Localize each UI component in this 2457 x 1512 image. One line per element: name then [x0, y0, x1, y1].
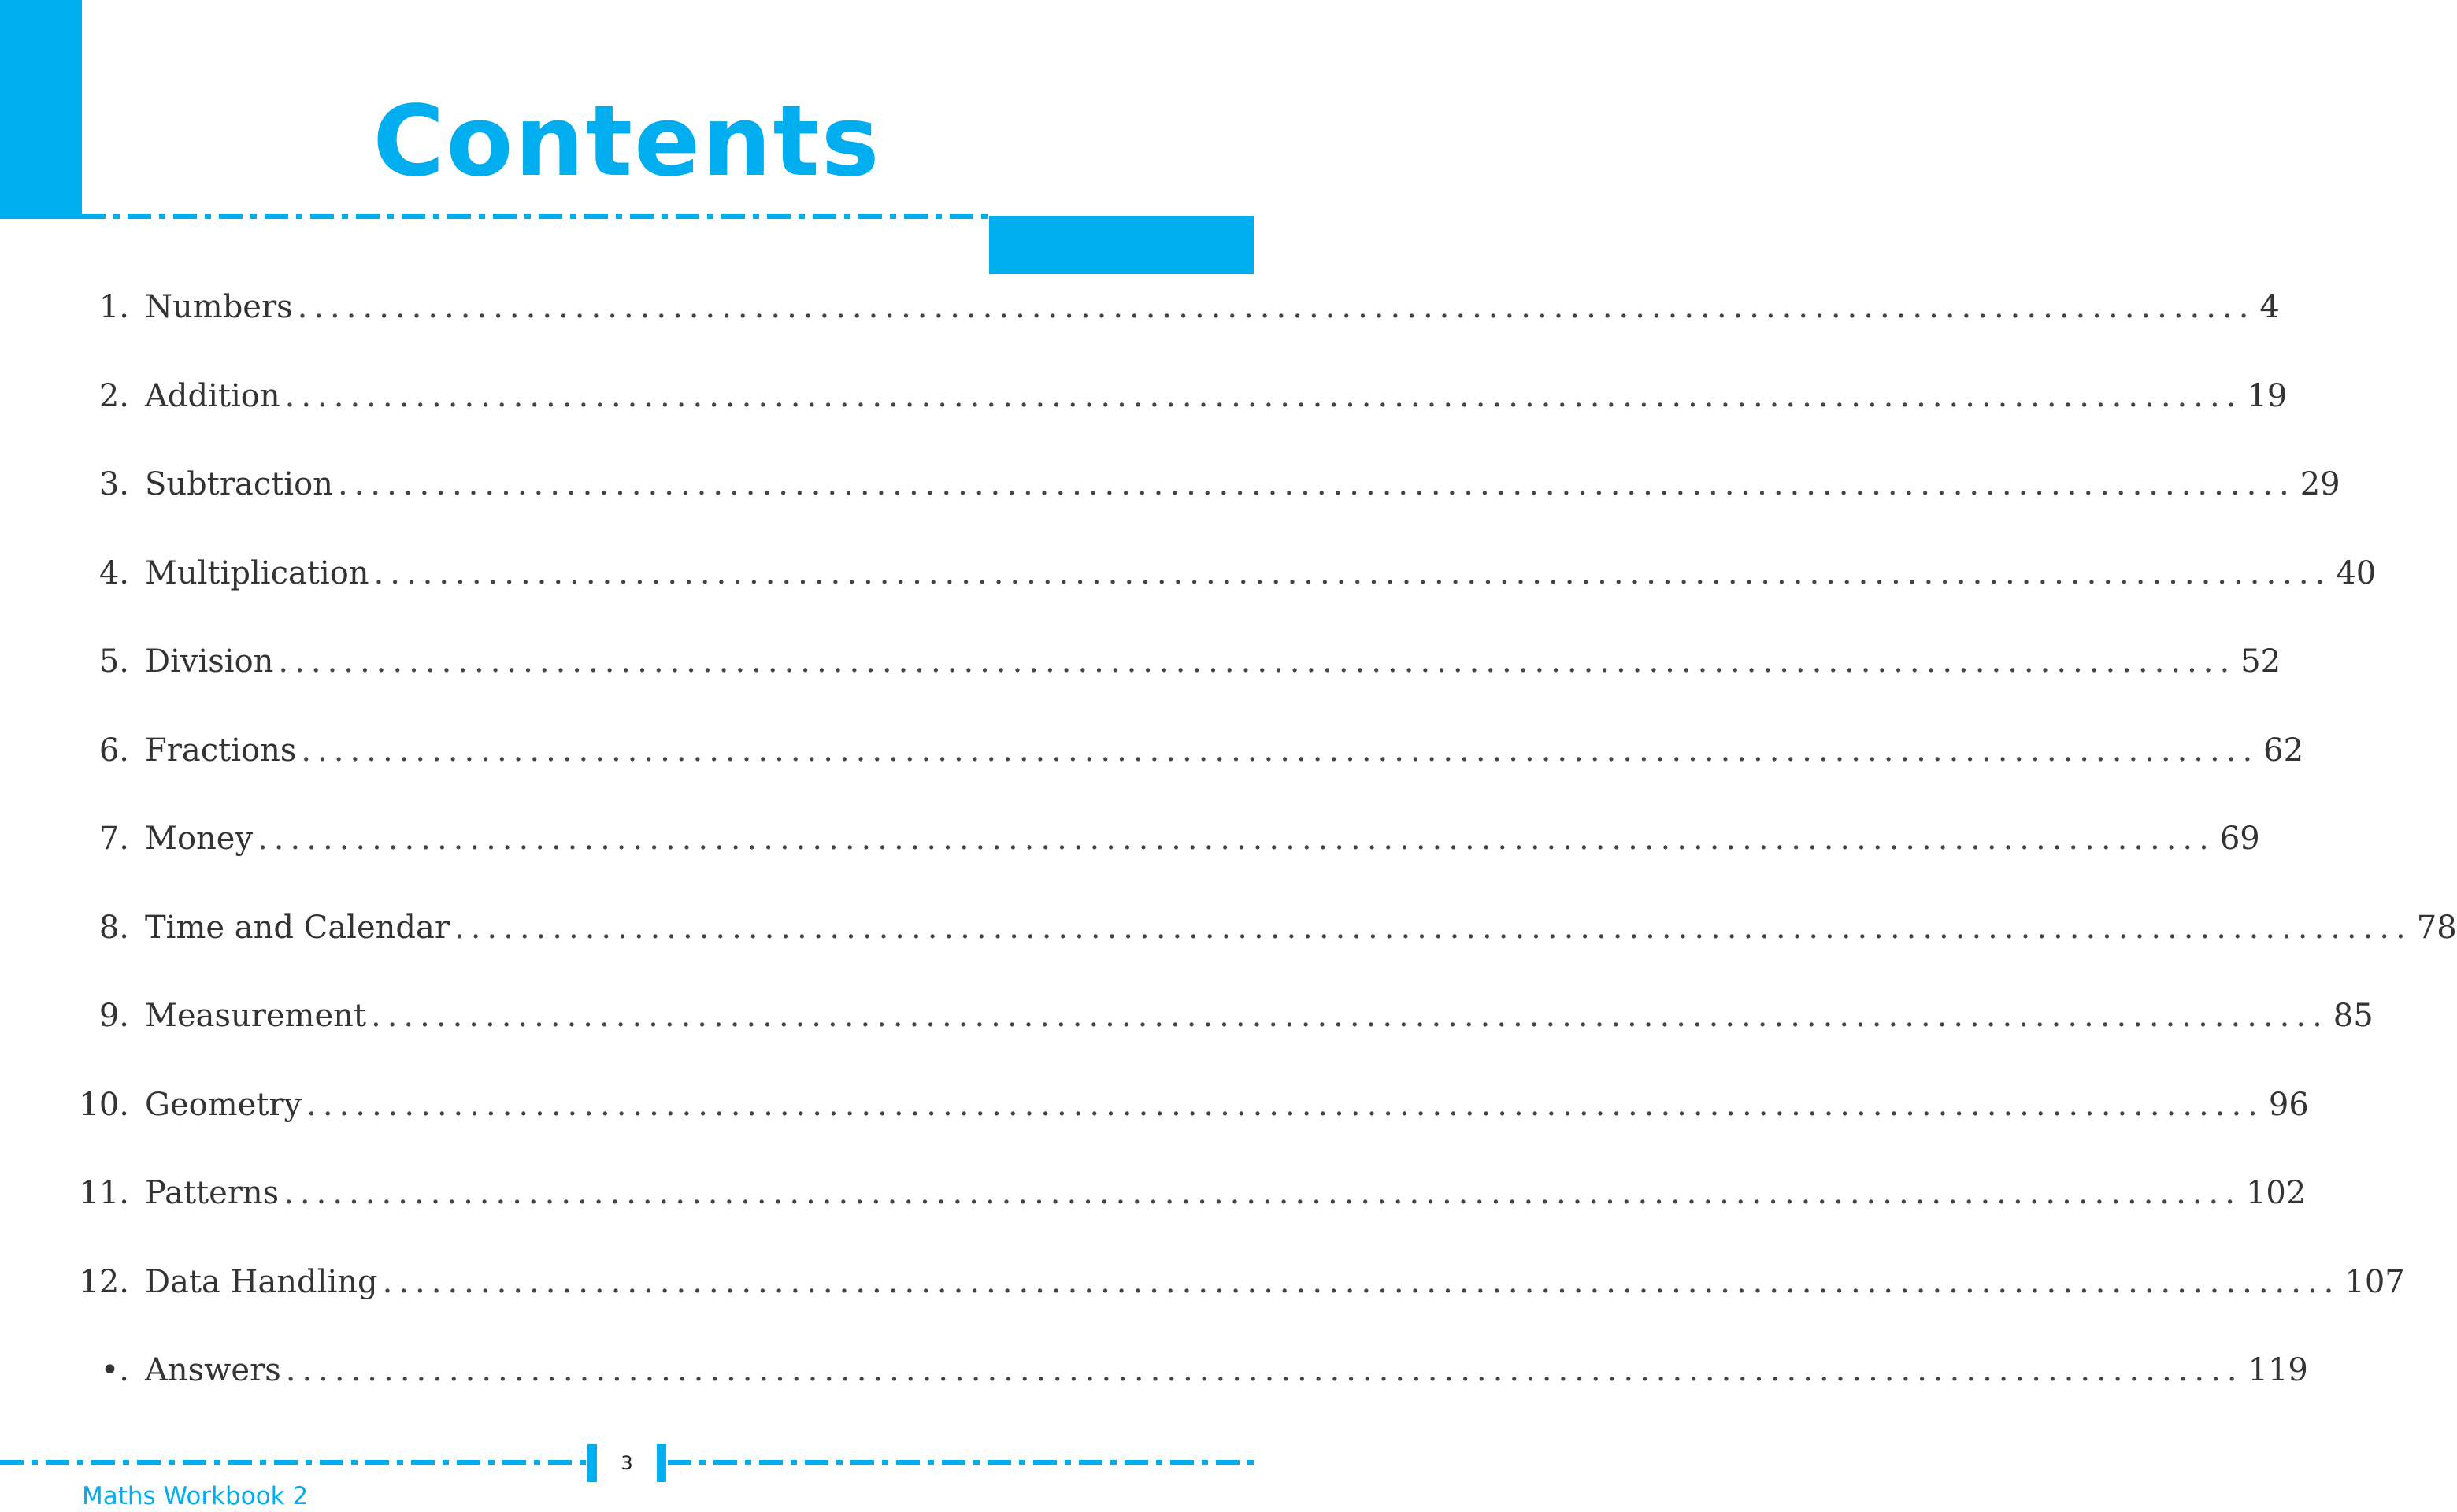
page-number-bracket-right: [657, 1444, 666, 1482]
toc-dot-leader: ........................................................................................................................: [284, 377, 2243, 414]
toc-dot-leader: ........................................................................................................................: [306, 1086, 2264, 1123]
toc-entry-label: Numbers: [145, 289, 293, 325]
toc-entry: [0, 1162, 2307, 1225]
toc-entry-number: 4.: [98, 554, 129, 591]
toc-entry-label: Answers: [145, 1352, 281, 1388]
toc-entry: [0, 719, 2304, 782]
toc-entry-line: [145, 719, 2304, 782]
toc-dot-leader: ........................................................................................................................: [284, 1175, 2241, 1211]
toc-entry-label: Geometry: [145, 1086, 302, 1123]
toc-dot-leader: ........................................................................................................................: [278, 643, 2236, 680]
toc-entry-page: 96: [2268, 1086, 2309, 1123]
toc-entry-label: Patterns: [145, 1175, 280, 1211]
toc-entry-line: [145, 1251, 2405, 1314]
page-title: Contents: [372, 85, 881, 198]
toc-entry-page: 19: [2247, 377, 2288, 414]
toc-entry: [0, 630, 2281, 693]
toc-dot-leader: ........................................................................................................................: [454, 909, 2412, 946]
toc-entry-line: [145, 630, 2281, 693]
toc-entry-number: •.: [100, 1352, 129, 1388]
toc-entry-label: Money: [145, 821, 254, 857]
footer-dash-divider-left: [0, 1458, 586, 1466]
toc-entry-label: Multiplication: [145, 554, 369, 591]
toc-entry-number: 5.: [98, 643, 129, 680]
page-number-bracket-left: [587, 1444, 597, 1482]
toc-dot-leader: ........................................................................................................................: [337, 466, 2296, 502]
toc-entry: [0, 453, 2340, 516]
top-right-accent-bar: [989, 216, 1254, 274]
toc-entry-number: 3.: [98, 466, 129, 502]
toc-entry: [0, 365, 2288, 428]
toc-entry-number: 7.: [98, 821, 129, 857]
toc-entry: [0, 1073, 2309, 1136]
header-dash-divider: [82, 213, 989, 220]
toc-entry-number: 10.: [79, 1086, 129, 1123]
toc-dot-leader: ........................................................................................................................: [297, 289, 2255, 325]
toc-entry-line: [145, 1073, 2309, 1136]
toc-entry-page: 52: [2240, 643, 2281, 680]
toc-entry-line: [145, 1339, 2308, 1402]
toc-entry-page: 78: [2416, 909, 2457, 946]
toc-entry-page: 107: [2344, 1263, 2405, 1300]
page-number: 3: [597, 1444, 657, 1482]
toc-entry: [0, 1339, 2308, 1402]
toc-dot-leader: ........................................................................................................................: [382, 1263, 2340, 1300]
toc-entry-number: 2.: [98, 377, 129, 414]
toc-entry-page: 119: [2248, 1352, 2308, 1388]
toc-entry-label: Time and Calendar: [145, 909, 450, 946]
toc-entry-page: 4: [2259, 289, 2280, 325]
toc-entry-label: Division: [145, 643, 274, 680]
toc-entry-label: Data Handling: [145, 1263, 378, 1300]
toc-entry: [0, 984, 2374, 1047]
toc-entry-number: 1.: [98, 289, 129, 325]
toc-entry-line: [145, 984, 2374, 1047]
toc-entry-page: 29: [2300, 466, 2340, 502]
toc-entry-line: [145, 896, 2457, 959]
footer-dash-divider-right: [668, 1458, 1254, 1466]
toc-entry-line: [145, 807, 2260, 870]
toc-dot-leader: ........................................................................................................................: [373, 554, 2332, 591]
book-title-footer: Maths Workbook 2: [82, 1482, 309, 1510]
toc-entry: [0, 1251, 2405, 1314]
toc-dot-leader: ........................................................................................................................: [371, 998, 2329, 1034]
toc-entry: [0, 276, 2280, 339]
toc-dot-leader: ........................................................................................................................: [301, 732, 2259, 769]
toc-entry-label: Subtraction: [145, 466, 333, 502]
toc-entry-page: 69: [2219, 821, 2260, 857]
toc-entry-page: 40: [2336, 554, 2377, 591]
toc-entry-label: Fractions: [145, 732, 297, 769]
toc-entry: [0, 807, 2260, 870]
toc-entry-page: 62: [2263, 732, 2304, 769]
toc-entry-line: [145, 1162, 2307, 1225]
toc-entry-number: 8.: [98, 909, 129, 946]
toc-entry: [0, 542, 2377, 605]
toc-dot-leader: ........................................................................................................................: [258, 821, 2215, 857]
toc-entry-page: 102: [2245, 1175, 2307, 1211]
toc-entry-line: [145, 365, 2288, 428]
toc-entry-line: [145, 453, 2340, 516]
toc-dot-leader: ........................................................................................................................: [285, 1352, 2244, 1388]
toc-entry-line: [145, 542, 2377, 605]
toc-entry-number: 11.: [79, 1175, 129, 1211]
toc-entry-number: 9.: [98, 998, 129, 1034]
toc-entry-label: Measurement: [145, 998, 366, 1034]
toc-entry: [0, 896, 2457, 959]
toc-entry-number: 6.: [98, 732, 129, 769]
toc-entry-number: 12.: [79, 1263, 129, 1300]
toc-entry-label: Addition: [145, 377, 280, 414]
toc-entry-page: 85: [2333, 998, 2374, 1034]
toc-entry-line: [145, 276, 2280, 339]
